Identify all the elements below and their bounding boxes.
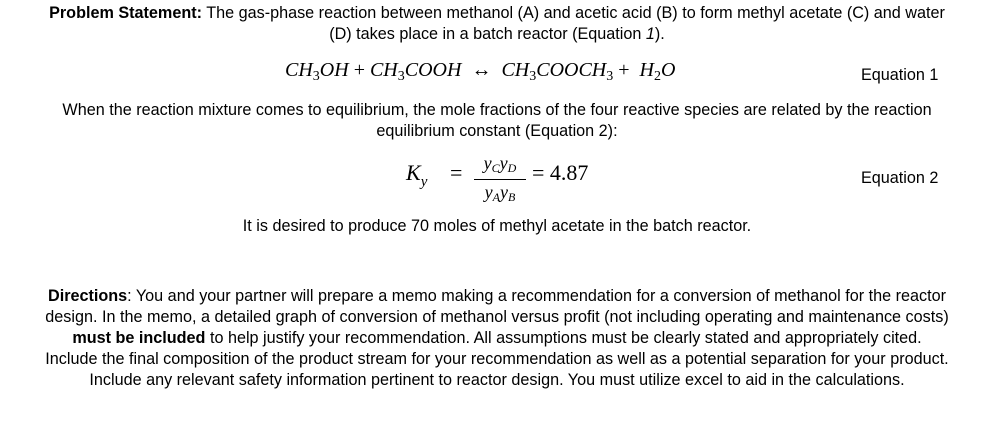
directions-emphasis: must be included — [72, 329, 206, 347]
directions-text-1: : You and your partner will prepare a memo making a recommendation for a conversion of methanol for the reactor design. In the memo, a detailed graph of conversion of methanol versus profit (not including operating and maintenance costs) — [45, 287, 949, 326]
problem-intro-end: ). — [654, 25, 665, 43]
problem-intro: The gas-phase reaction between methanol (A) and acetic acid (B) to form methyl acetate (C) and water (D) takes place in a batch reactor (Equation — [202, 4, 945, 43]
equals-sign: = — [450, 160, 463, 185]
equation-1-label: Equation 1 — [861, 66, 939, 84]
equation-2-value: = 4.87 — [532, 160, 589, 185]
fraction-denominator: $y_Ay_B$ — [484, 182, 516, 204]
equilibrium-constant-symbol: $K_y$ — [406, 160, 428, 190]
goal-text: It is desired to produce 70 moles of methyl acetate in the batch reactor. — [242, 217, 752, 235]
equilibrium-text: When the reaction mixture comes to equilibrium, the mole fractions of the four reactive species are related by the reaction equilibrium constant (Equation 2): — [62, 101, 932, 140]
problem-equation-ref: 1 — [645, 25, 655, 43]
directions-text-2: to help justify your recommendation. All assumptions must be clearly stated and appropriately cited. Include the final composition of the product stream for your recommendation as well as a potential separation for your product. Include any relevant safety information pertinent to reactor design. You must utilize excel to aid in the calculations. — [45, 329, 949, 389]
fraction-numerator: $y_Cy_D$ — [483, 153, 517, 175]
problem-statement — [40, 3, 954, 45]
equation-1-formula: $CH_3OH$ + $CH_3COOH$ ↔ $CH_3COOCH_3 + H_2O$ — [285, 59, 676, 84]
equation-2-label: Equation 2 — [861, 169, 939, 187]
directions — [44, 286, 950, 391]
mole-fraction-ratio — [474, 153, 526, 205]
fraction-bar — [474, 179, 526, 180]
problem-heading: Problem Statement: — [49, 4, 202, 22]
directions-heading: Directions — [48, 287, 128, 305]
